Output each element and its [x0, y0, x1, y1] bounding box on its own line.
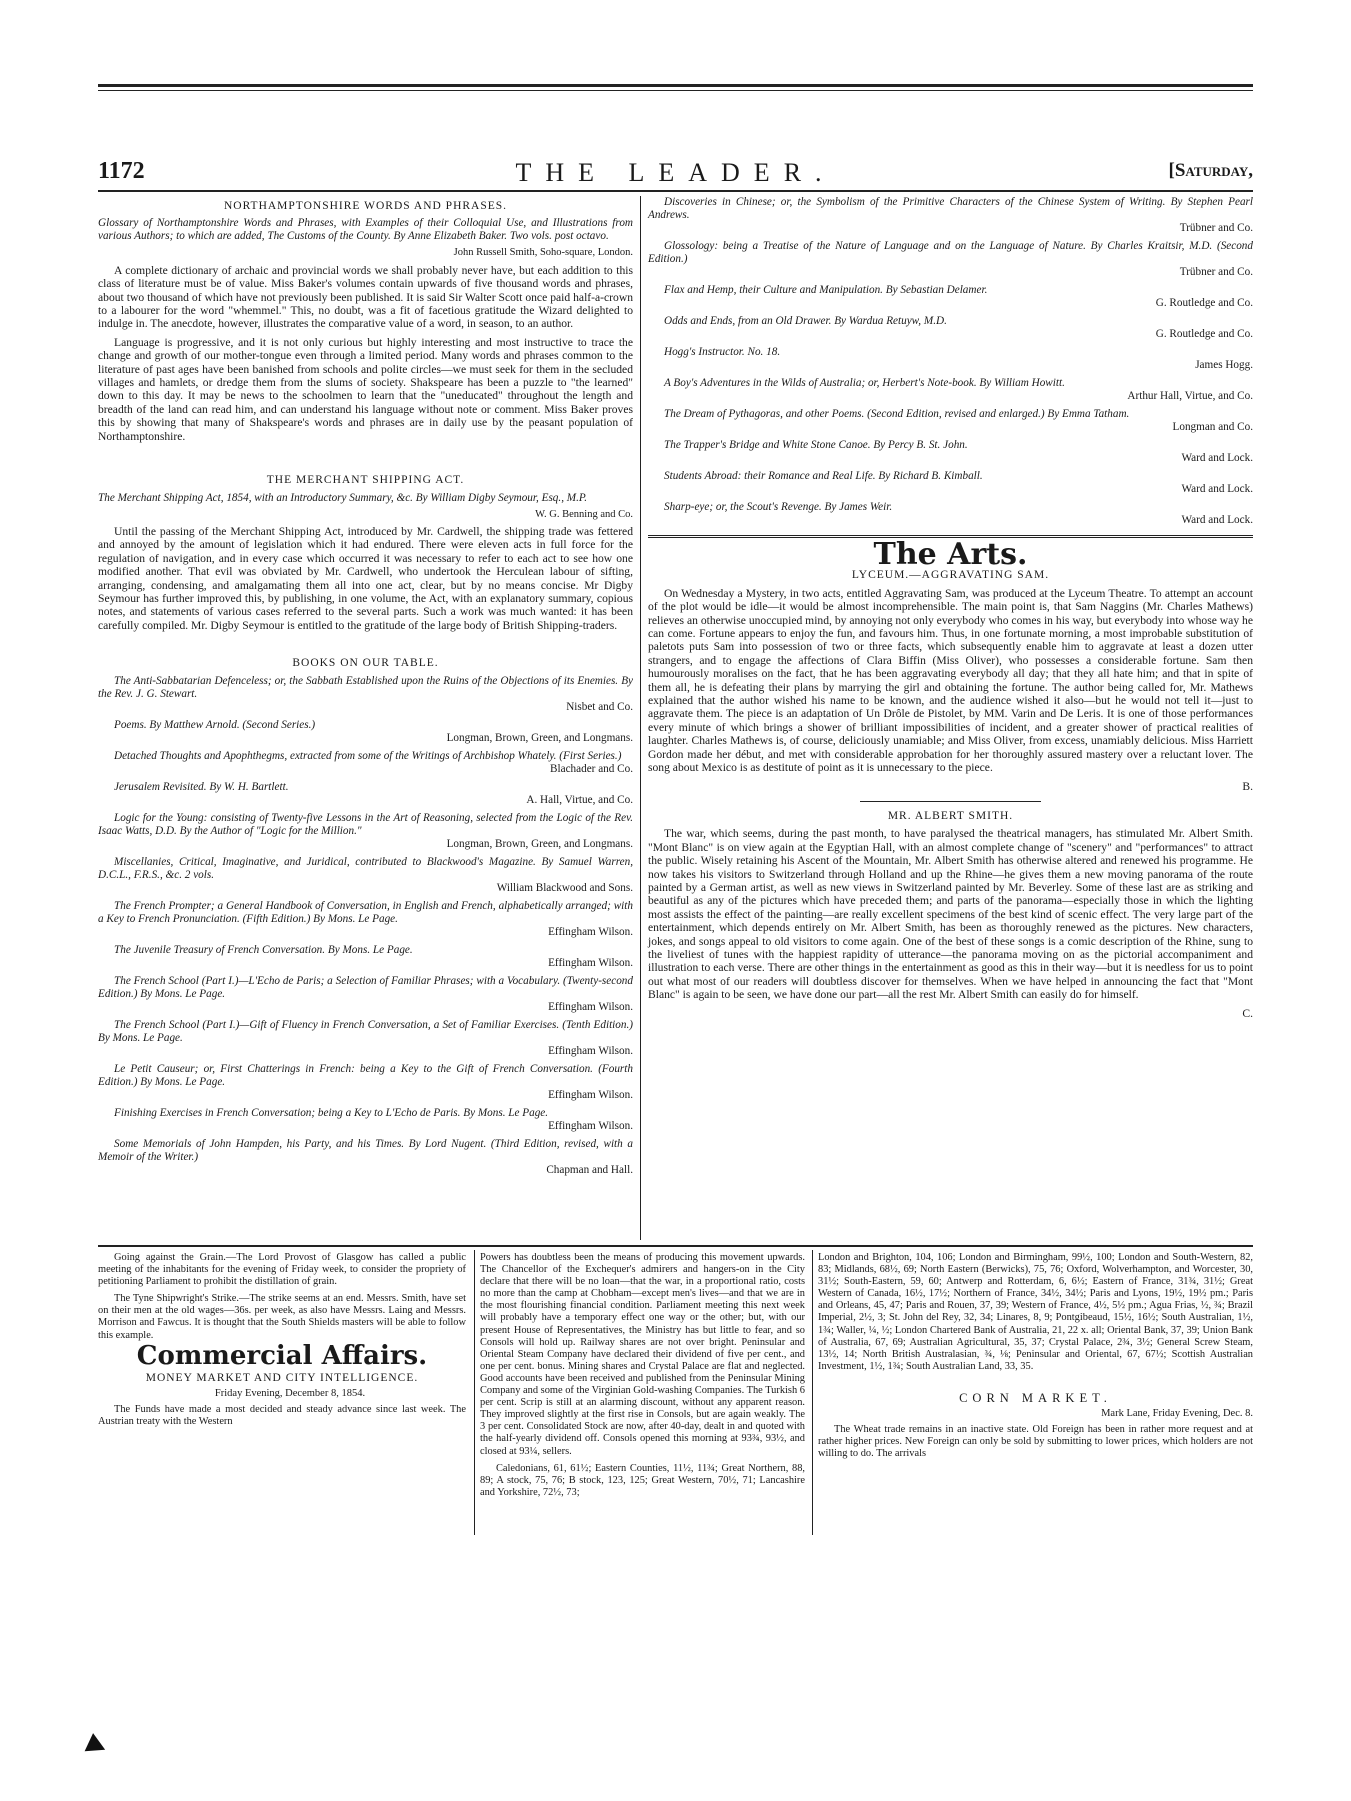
- paragraph: Until the passing of the Merchant Shipping Act, introduced by Mr. Cardwell, the shipping trade was fettered and annoyed by the amount of legislation which it had endured. There were eleven acts in full force for the regulation of navigation, and in every case which occurred it was necessary to refer to each act to see how one modified another. That evil was obviated by Mr. Cardwell, who undertook the Herculean labour of sifting, arranging, condensing, and amalgamating them all into one act, clear, but by no means concise. Mr Digby Seymour has further improved this, by publishing, in one volume, the Act, with an explanatory summary, copious notes, and statements of various cases referred to the several parts. Such a work was much wanted: it has been carefully compiled. Mr. Digby Seymour is entitled to the gratitude of the large body of British Shipping-traders.: [98, 524, 633, 632]
- dateline: Mark Lane, Friday Evening, Dec. 8.: [1101, 1408, 1253, 1420]
- book-publisher: A. Hall, Virtue, and Co.: [526, 793, 633, 806]
- book-list: [98, 675, 633, 1177]
- section-heading-money-market: MONEY MARKET AND CITY INTELLIGENCE.: [145, 1371, 419, 1384]
- book-publisher: Chapman and Hall.: [546, 1163, 633, 1176]
- book-title: Jerusalem Revisited. By W. H. Bartlett.: [114, 780, 289, 793]
- book-publisher: Longman, Brown, Green, and Longmans.: [446, 837, 633, 850]
- book-listing: [648, 470, 1253, 496]
- book-listing: [648, 196, 1253, 235]
- book-publisher: Ward and Lock.: [1181, 452, 1253, 464]
- book-publisher: Ward and Lock.: [1181, 483, 1253, 495]
- paragraph: The war, which seems, during the past month, to have paralysed the theatrical managers, has stimulated Mr. Albert Smith. "Mont Blanc" is on view again at the Egyptian Hall, with an almost complete change of "scenery" and "performances" to attract the public. Wisely retaining his Ascent of the Mountain, Mr. Albert Smith has otherwise altered and renewed his programme. He now takes his visitors to Switzerland through Holland and up the Rhine—he gives them a new moving panorama of the route painted by a German artist, as well as new views in Switzerland painted by Mr. Beverley. Some of these last are as striking and beautiful as any of the pictures which have preceded them; and parts of the panorama—especially those in which the lighting most assists the effect of the painting—are really excellent specimens of the best kind of scenic effect. The very large part of the entertainment, which depends entirely on Mr. Albert Smith, has been as thoroughly renewed as the pictures. New characters, jokes, and songs appeal to old visitors to come again. One of the best of these songs is a comic description of the Rhine, sung to the liveliest of tunes with the happiest rapidity of utterance—the panorama moving on as the pictorial accompaniment and illustration to each verse. There are other things in the entertainment as good as this in their way—but it is needless for us to point out what most of our readers will doubtless discover for themselves. When we have helped in announcing the fact that "Mont Blanc" is again to be seen, we have done our part—all the rest Mr. Albert Smith can easily do for himself.: [648, 827, 1253, 1002]
- section-heading-lyceum: LYCEUM.—AGGRAVATING SAM.: [851, 569, 1050, 582]
- book-publisher: Arthur Hall, Virtue, and Co.: [1127, 390, 1253, 402]
- header-rule: [98, 190, 1253, 192]
- book-title: The French Prompter; a General Handbook of Conversation, in English and French, alphabetically arranged; with a Key to French Pronunciation. (Fifth Edition.) By Mons. Le Page.: [98, 899, 633, 925]
- section-heading-merchant-shipping: THE MERCHANT SHIPPING ACT.: [266, 474, 465, 487]
- book-publisher: G. Routledge and Co.: [1155, 297, 1253, 309]
- book-title: Some Memorials of John Hampden, his Party, and his Times. By Lord Nugent. (Third Edition, revised, with a Memoir of the Writer.): [98, 1137, 633, 1163]
- column-divider-bottom-1: [474, 1250, 475, 1535]
- newspaper-title: THE LEADER.: [515, 158, 836, 187]
- book-title: Discoveries in Chinese; or, the Symbolism of the Primitive Characters of the Chinese System of Writing. By Stephen Pearl Andrews.: [648, 196, 1253, 221]
- dateline: Friday Evening, December 8, 1854.: [214, 1387, 366, 1399]
- book-title: Students Abroad: their Romance and Real Life. By Richard B. Kimball.: [664, 470, 983, 482]
- book-title: The French School (Part I.)—L'Echo de Paris; a Selection of Familiar Phrases; with a Vocabulary. (Twenty-second Edition.) By Mons. Le Page.: [98, 974, 633, 1000]
- book-publisher: Trübner and Co.: [1179, 222, 1253, 234]
- bottom-section-rule: [98, 1245, 1253, 1247]
- review-book-merchant-shipping: The Merchant Shipping Act, 1854, with an Introductory Summary, &c. By William Digby Seymour, Esq., M.P.: [98, 491, 588, 504]
- book-publisher: Effingham Wilson.: [548, 1088, 633, 1101]
- book-publisher: Effingham Wilson.: [548, 956, 633, 969]
- book-listing: [98, 812, 633, 851]
- book-publisher: Longman, Brown, Green, and Longmans.: [446, 731, 633, 744]
- page-header: [98, 158, 1253, 188]
- section-heading-books-on-table: BOOKS ON OUR TABLE.: [292, 657, 439, 670]
- section-heading-northamptonshire: NORTHAMPTONSHIRE WORDS AND PHRASES.: [223, 200, 508, 212]
- bottom-column-3: [818, 1252, 1253, 1465]
- book-title: Finishing Exercises in French Conversation; being a Key to L'Echo de Paris. By Mons. Le Page.: [114, 1106, 549, 1119]
- book-title: Detached Thoughts and Apophthegms, extracted from some of the Writings of Archbishop Whately. (First Series.): [114, 749, 622, 762]
- book-publisher: Effingham Wilson.: [548, 1044, 633, 1057]
- book-publisher: Longman and Co.: [1172, 421, 1253, 433]
- book-listing: [98, 781, 633, 807]
- book-listing: [648, 439, 1253, 465]
- paragraph: Powers has doubtless been the means of producing this movement upwards. The Chancellor of the Exchequer's admirers and hangers-on in the City declare that there will be no loan—that the war, in a proportional ratio, costs no more than the camp at Chobham—except men's lives—and that we are in the most flourishing financial condition. Parliament meeting this next week will probably have a temporary effect one way or the other; but, with our present House of Representatives, the Ministry has but little to fear, and so Consols will hold up. Railway shares are not over bright. Peninsular and Oriental Steam Company have declared their dividend of five per cent., and one per cent. bonus. Mining shares and Crystal Palace are flat and neglected. Good accounts have been received and published from the Peninsular Mining Company and some of the Virginian Gold-washing Companies. The Turkish 6 per cent. Scrip is still at an alarming discount, without any apparent reason. They improved slightly at the first rise in Consols, but are again weakly. The 3 per cent. Consolidated Stock are now, after 40-day, dealt in and quoted with the half-yearly dividend off. Consols opened this morning at 93¾, 93½, and closed at 93¼, sellers.: [480, 1252, 805, 1457]
- section-divider: [860, 801, 1042, 802]
- book-listing: [648, 240, 1253, 279]
- arrow-icon: [85, 1733, 110, 1759]
- paragraph: The Wheat trade remains in an inactive state. Old Foreign has been in rather more request and at rather higher prices. New Foreign can only be sold by submitting to lower prices, which holders are not willing to do. The arrivals: [818, 1424, 1253, 1460]
- signature: C.: [1242, 1006, 1253, 1020]
- book-listing: [648, 377, 1253, 403]
- book-listing: [98, 750, 633, 776]
- paragraph: Caledonians, 61, 61½; Eastern Counties, 11½, 11¾; Great Northern, 88, 89; A stock, 75, 76; B stock, 123, 125; Great Western, 70½, 71; Lancashire and Yorkshire, 72½, 73;: [480, 1462, 805, 1498]
- top-rule-thick: [98, 84, 1253, 87]
- book-title: The Anti-Sabbatarian Defenceless; or, the Sabbath Established upon the Ruins of the Objections of its Enemies. By the Rev. J. G. Stewart.: [98, 674, 633, 700]
- bottom-column-1: [98, 1252, 466, 1433]
- book-publisher: Effingham Wilson.: [548, 1000, 633, 1013]
- section-heading-corn-market: CORN MARKET.: [959, 1390, 1112, 1405]
- book-title: Flax and Hemp, their Culture and Manipulation. By Sebastian Delamer.: [664, 284, 988, 296]
- review-book-northamptonshire: Glossary of Northamptonshire Words and Phrases, with Examples of their Colloquial Use, and Illustrations from various Authors; to which are added, The Customs of the County. By Anne Elizabeth Baker. Two vols. post octavo.: [98, 217, 633, 243]
- book-publisher: Effingham Wilson.: [548, 925, 633, 938]
- book-publisher: Trübner and Co.: [1179, 266, 1253, 278]
- book-title: The Juvenile Treasury of French Conversation. By Mons. Le Page.: [114, 943, 413, 956]
- commercial-affairs-title: Commercial Affairs.: [136, 1340, 428, 1371]
- column-divider-top: [640, 196, 641, 1240]
- book-listing: [648, 501, 1253, 527]
- book-title: Miscellanies, Critical, Imaginative, and Juridical, contributed to Blackwood's Magazine. By Samuel Warren, D.C.L., F.R.S., &c. 2 vols.: [98, 855, 633, 881]
- signature: B.: [1242, 779, 1253, 793]
- paragraph: A complete dictionary of archaic and provincial words we shall probably never have, but each addition to this class of literature must be of value. Miss Baker's volumes contain upwards of five thousand words and phrases, about two thousand of which have not previously been published. It is said Sir Walter Scott once paid half-a-crown to a labourer for the word "whemmel." This, no doubt, was a fit of facetious gratitude the Wizard delighted to indulge in. The anecdote, however, illustrates the comparative value of a word, in season, to an author.: [98, 263, 633, 331]
- book-listing: [98, 719, 633, 745]
- book-publisher: Effingham Wilson.: [548, 1119, 633, 1132]
- book-title: Le Petit Causeur; or, First Chatterings in French: being a Key to the Gift of French Conversation. (Fourth Edition.) By Mons. Le Page.: [98, 1062, 633, 1088]
- book-title: Sharp-eye; or, the Scout's Revenge. By James Weir.: [664, 501, 893, 513]
- book-listing: [648, 346, 1253, 372]
- page-number: 1172: [98, 158, 145, 184]
- book-title: Poems. By Matthew Arnold. (Second Series.): [114, 718, 316, 731]
- book-title: The French School (Part I.)—Gift of Fluency in French Conversation, a Set of Familiar Exercises. (Tenth Edition.) By Mons. Le Page.: [98, 1018, 633, 1044]
- review-publisher-merchant-shipping: W. G. Benning and Co.: [535, 508, 633, 520]
- book-listing: [98, 975, 633, 1014]
- book-publisher: Nisbet and Co.: [566, 700, 633, 713]
- column-divider-bottom-2: [812, 1250, 813, 1535]
- bottom-column-2: [480, 1252, 805, 1504]
- left-column: [98, 196, 633, 1182]
- book-publisher: G. Routledge and Co.: [1155, 328, 1253, 340]
- paragraph: London and Brighton, 104, 106; London and Birmingham, 99½, 100; London and South-Western, 82, 83; Midlands, 68½, 69; North Eastern (Berwicks), 75, 76; Oxford, Wolverhampton, and Worcester, 30, 31½; South-Eastern, 59, 60; Antwerp and Rotterdam, 6, 6½; Eastern of France, 31¾, 31½; Great Western of Canada, 16½, 17½; Northern of France, 34½, 34½; Paris and Lyons, 19½, 19½ pm.; Paris and Orleans, 45, 47; Paris and Rouen, 37, 39; Western of France, 4½, 5½ pm.; Agua Frias, ½, ¾; Brazil Imperial, 2½, 3; St. John del Rey, 32, 34; Linares, 8, 9; Pontgibeaud, 15½, 16½; South Australian, 1½, 1¾; Waller, ¼, ½; London Chartered Bank of Australia, 21, 22 x. all; Oriental Bank, 37, 39; Union Bank of Australia, 67, 69; Australian Agricultural, 35, 37; Crystal Palace, 2¾, 3½; General Screw Steam, 13½, 14; North British Australasian, ¾, ⅛; Peninsular and Oriental, 67, 67½; Scottish Australian Investment, 1½, 1¾; South Australian Land, 33, 35.: [818, 1252, 1253, 1372]
- paragraph: On Wednesday a Mystery, in two acts, entitled Aggravating Sam, was produced at the Lyceum Theatre. To attempt an account of the plot would be idle—it would be almost incomprehensible. The main point is, that Sam Naggins (Mr. Charles Mathews) relieves an otherwise unoccupied mind, by annoying not only everybody who comes in his way, but everybody into whose way he can come. Fortune appears to enjoy the fun, and favours him. Thus, in one fortunate morning, a most improbable substitution of paletots puts Sam into possession of two or three facts, which subsequently enable him to aggravate at least a dozen utter strangers, and to engage the affections of Clara Biffin (Miss Oliver), who possesses a considerable fortune. Sam then humourously moralises on the fact, that he has been aggravating everybody all day; that they all hate him; and that in spite of them all, he is defeating their plans by marrying the girl and obtaining the fortune. The author being called for, Mr. Mathews explained that the author wished his name to be known, and the audience wished it also—but he would not tell it—just to aggravate them. The piece is an adaptation of Un Drôle de Pistolet, by MM. Varin and De Leris. It is one of those performances every minute of which brings a shower of brilliant impossibilities of incident, and a greater shower of practical realities of laughter. Charles Mathews is, of course, deliciously unamiable; and Miss Oliver, from excess, unamiably delicious. Miss Harriett Gordon made her début, and met with considerable approbation for her thoroughly assured mastery over a reluctant lover. The song about Mexico is as destitute of point as it is unnecessary to the piece.: [648, 586, 1253, 775]
- book-publisher: Blachader and Co.: [550, 762, 633, 775]
- book-listing: [98, 1138, 633, 1177]
- book-listing: [98, 1063, 633, 1102]
- arts-title: The Arts.: [873, 537, 1028, 572]
- review-publisher-northamptonshire: John Russell Smith, Soho-square, London.: [453, 247, 633, 259]
- book-title: Odds and Ends, from an Old Drawer. By Wardua Retuyw, M.D.: [664, 315, 947, 327]
- book-listing: [98, 675, 633, 714]
- book-publisher: Ward and Lock.: [1181, 514, 1253, 526]
- book-listing: [98, 944, 633, 970]
- book-listing: [98, 1019, 633, 1058]
- paragraph: The Tyne Shipwright's Strike.—The strike seems at an end. Messrs. Smith, have set on their men at the old wages—36s. per week, as also have Messrs. Laing and Messrs. Morrison and Fawcus. It is thought that the South Shields masters will be able to follow this example.: [98, 1293, 466, 1341]
- book-listing: [648, 408, 1253, 434]
- book-listing: [98, 900, 633, 939]
- book-title: The Dream of Pythagoras, and other Poems. (Second Edition, revised and enlarged.) By Emma Tatham.: [664, 408, 1130, 420]
- book-title: Glossology: being a Treatise of the Nature of Language and on the Language of Nature. By Charles Kraitsir, M.D. (Second Edition.): [648, 240, 1253, 265]
- issue-day: [Saturday,: [1168, 160, 1253, 181]
- book-listing: [98, 856, 633, 895]
- paragraph: The Funds have made a most decided and steady advance since last week. The Austrian treaty with the Western: [98, 1403, 466, 1428]
- top-rule-thin: [98, 90, 1253, 91]
- book-publisher: William Blackwood and Sons.: [496, 881, 633, 894]
- section-heading-albert-smith: MR. ALBERT SMITH.: [887, 809, 1014, 822]
- book-title: Logic for the Young: consisting of Twenty-five Lessons in the Art of Reasoning, selected from the Logic of the Rev. Isaac Watts, D.D. By the Author of "Logic for the Million.": [98, 811, 633, 837]
- book-list: [648, 196, 1253, 527]
- book-title: A Boy's Adventures in the Wilds of Australia; or, Herbert's Note-book. By William Howitt.: [664, 377, 1065, 389]
- book-listing: [648, 284, 1253, 310]
- paragraph: Language is progressive, and it is not only curious but highly interesting and most instructive to trace the change and growth of our mother-tongue even through a limited period. Many words and phrases common to the literature of past ages have been banished from schools and polite circles—we must seek for them in the secluded villages and hamlets, or dredge them from the slums of society. Shakspeare has been a puzzle to "the learned" down to this day. It may be news to the schoolmen to learn that the "uneducated" throughout the length and breadth of the land can read him, and can understand his language without note or comment. Miss Baker proves this by showing that many of Shakspeare's words and phrases are in daily use by the peasant population of Northamptonshire.: [98, 335, 633, 443]
- book-listing: [98, 1107, 633, 1133]
- book-listing: [648, 315, 1253, 341]
- paragraph: Going against the Grain.—The Lord Provost of Glasgow has called a public meeting of the inhabitants for the evening of Friday week, to consider the propriety of petitioning Parliament to prohibit the distillation of grain.: [98, 1252, 466, 1288]
- book-publisher: James Hogg.: [1195, 359, 1253, 371]
- book-title: Hogg's Instructor. No. 18.: [664, 346, 781, 358]
- book-title: The Trapper's Bridge and White Stone Canoe. By Percy B. St. John.: [664, 439, 968, 451]
- right-column: [648, 196, 1253, 1025]
